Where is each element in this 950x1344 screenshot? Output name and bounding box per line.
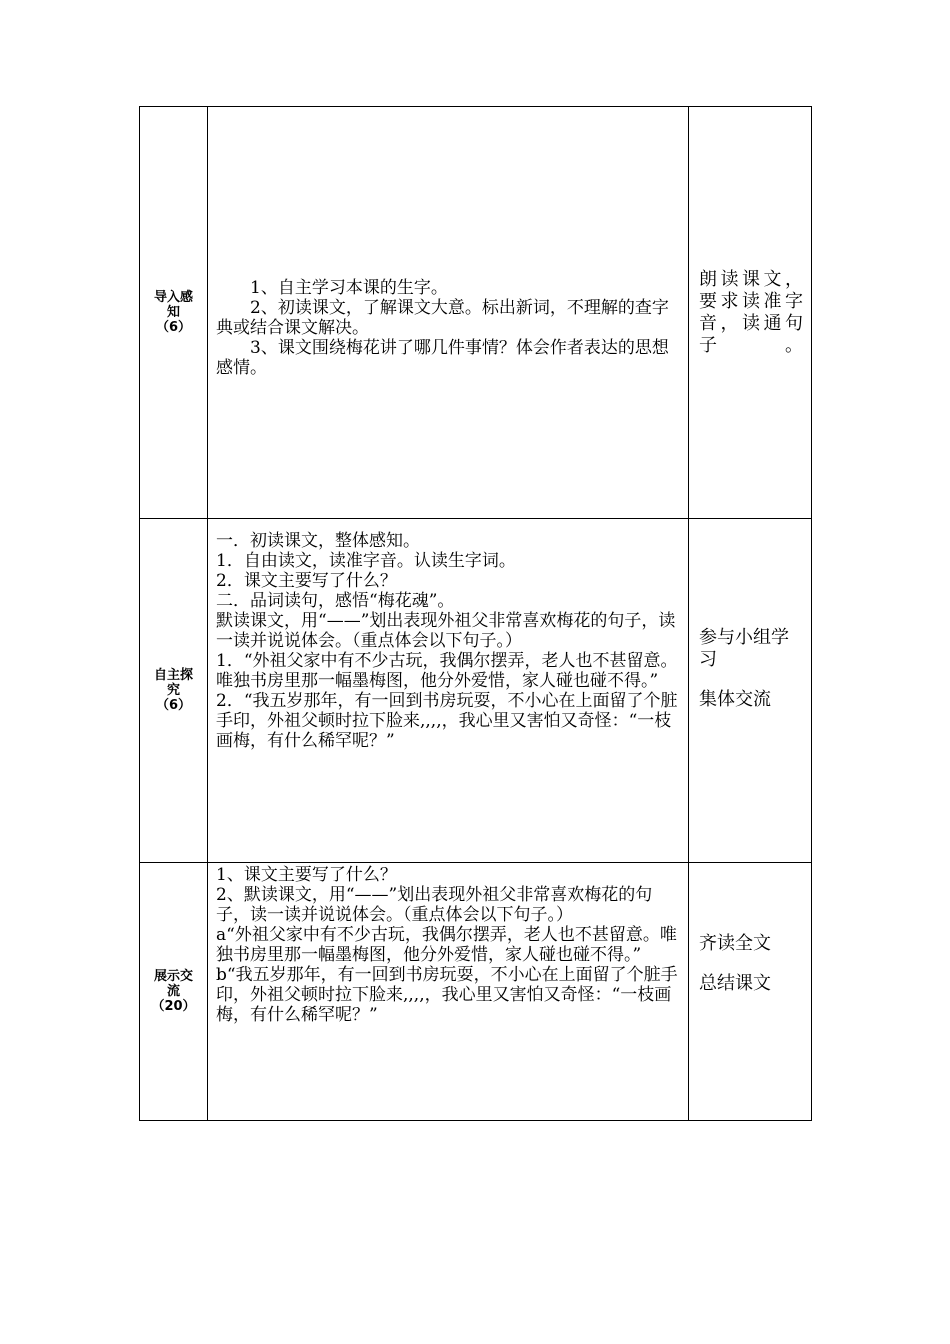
label-title: 自主探 — [153, 668, 193, 683]
label-title: 导入感 — [153, 290, 193, 305]
label-minutes: （20） — [151, 999, 196, 1014]
content-line: 1．自由读文，读准字音。认读生字词。 — [216, 551, 516, 571]
row-side-share — [689, 863, 812, 1121]
row-side-explore — [689, 519, 812, 863]
label-minutes: （6） — [155, 698, 192, 713]
side-line: 朗读课文，要求读准字音，读通句子。 — [699, 268, 803, 356]
content-line: 2、默读课文，用“——”划出表现外祖父非常喜欢梅花的句 — [216, 885, 653, 905]
row-label-explore — [140, 519, 208, 863]
side-line: 总结课文 — [699, 973, 771, 994]
lesson-plan-table — [139, 106, 812, 1121]
row-content-intro — [208, 107, 689, 519]
content-line: 1、课文主要写了什么？ — [216, 865, 397, 885]
content-line: 子，读一读并说说体会。（重点体会以下句子。） — [216, 905, 573, 925]
label-title: 流 — [166, 984, 180, 999]
label-minutes: （6） — [155, 320, 192, 335]
table-row-share — [140, 863, 812, 1121]
table-row-explore — [140, 519, 812, 863]
content-line: a“外祖父家中有不少古玩，我偶尔摆弄，老人也不甚留意。唯独书房里那一幅墨梅图，他分外爱惜，家人碰也碰不得。” — [216, 925, 677, 965]
row-label-intro — [140, 107, 208, 519]
label-title: 展示交 — [153, 969, 193, 984]
content-line: 一．初读课文，整体感知。 — [216, 531, 420, 551]
content-line: 1、自主学习本课的生字。 — [250, 277, 448, 298]
content-line: b“我五岁那年，有一回到书房玩耍，不小心在上面留了个脏手印，外祖父顿时拉下脸来,,,,，我心里又害怕又奇怪：“一枝画梅，有什么稀罕呢？” — [216, 965, 678, 1025]
label-title: 究 — [166, 683, 180, 698]
content-line: 二．品词读句，感悟“梅花魂”。 — [216, 591, 455, 611]
side-line: 齐读全文 — [699, 933, 771, 954]
side-line: 参与小组学习 — [699, 627, 789, 670]
content-line: 3、课文围绕梅花讲了哪几件事情？体会作者表达的思想感情。 — [216, 337, 669, 378]
content-line: 1．“外祖父家中有不少古玩，我偶尔摆弄，老人也不甚留意。唯独书房里那一幅墨梅图，他分外爱惜，家人碰也碰不得。” — [216, 651, 678, 691]
label-title: 知 — [166, 305, 180, 320]
row-content-explore — [208, 519, 689, 863]
row-label-share — [140, 863, 208, 1121]
content-line: 默读课文，用“——”划出表现外祖父非常喜欢梅花的句子，读一读并说说体会。（重点体会以下句子。） — [216, 611, 676, 651]
content-line: 2．“我五岁那年，有一回到书房玩耍，不小心在上面留了个脏手印，外祖父顿时拉下脸来,,,,，我心里又害怕又奇怪：“一枝画梅，有什么稀罕呢？” — [216, 691, 678, 751]
row-content-share — [208, 863, 689, 1121]
content-line: 2、初读课文，了解课文大意。标出新词，不理解的查字典或结合课文解决。 — [216, 297, 669, 338]
content-line: 2．课文主要写了什么？ — [216, 571, 397, 591]
side-line: 集体交流 — [699, 689, 771, 710]
row-side-intro — [689, 107, 812, 519]
table-row-intro — [140, 107, 812, 519]
